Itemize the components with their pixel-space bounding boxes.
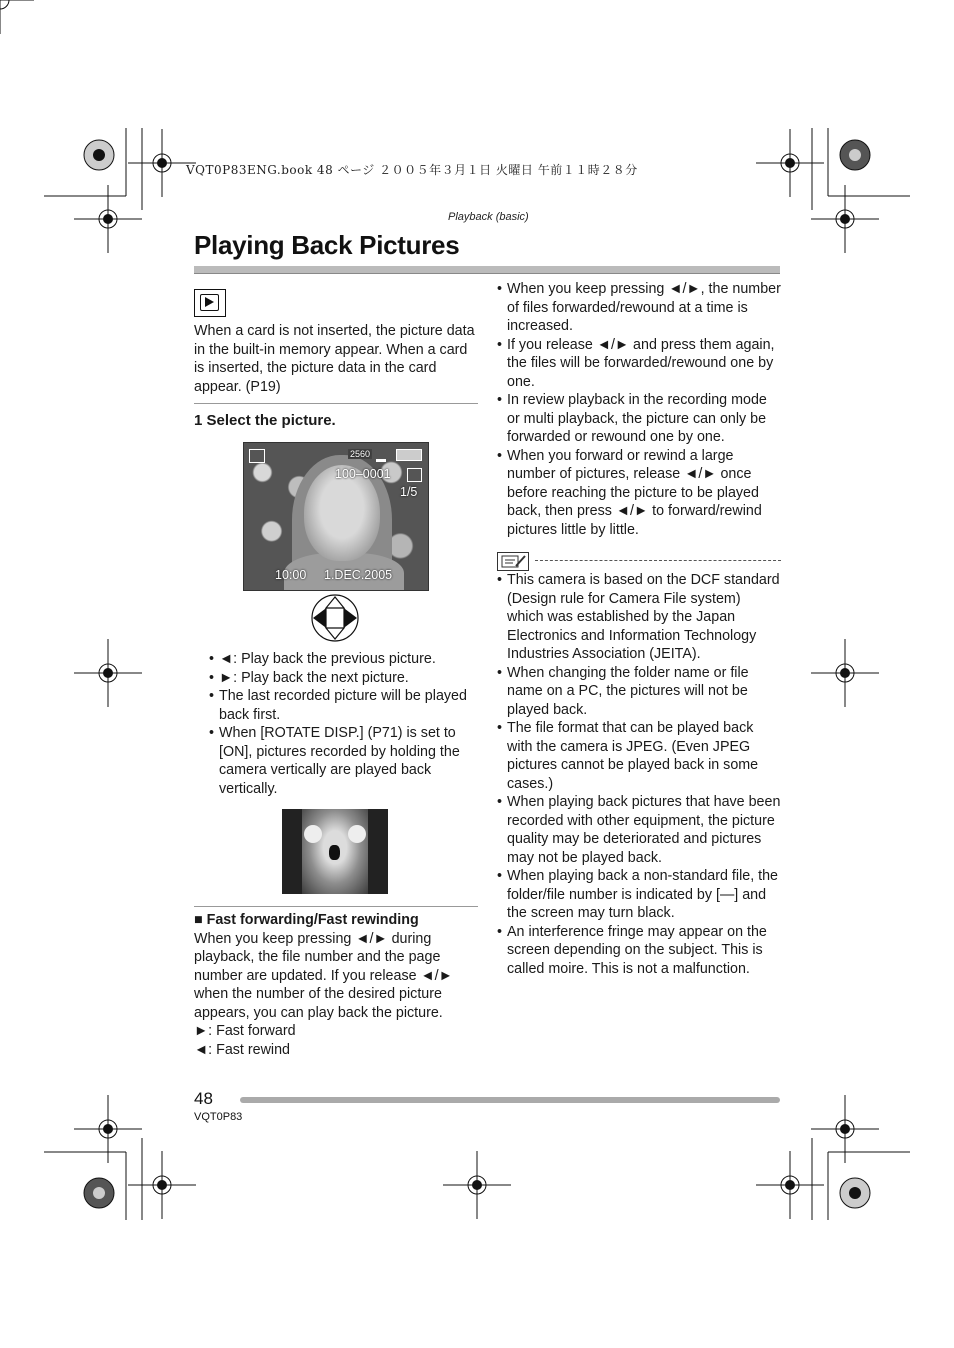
section-header: Playback (basic) — [448, 211, 529, 223]
fast-forward-section — [194, 906, 478, 1059]
step-number: 1 — [194, 412, 203, 429]
step-text: Select the picture. — [206, 412, 336, 429]
bullet-review-playback: • In review playback in the recording mode or multi playback, the picture can only be forwarded or rewound one by one. — [497, 391, 781, 447]
file-number: 100–0001 — [335, 467, 391, 481]
print-info-line: VQT0P83ENG.book 48 ページ ２００５年３月１日 火曜日 午前１１時２８分 — [186, 163, 638, 177]
record-time: 10:00 — [275, 568, 307, 582]
record-date: 1.DEC.2005 — [324, 568, 393, 582]
picture-count: 1/5 — [400, 485, 418, 499]
playback-screen-image — [243, 442, 429, 591]
bullet-keep-pressing: • When you keep pressing ◄/►, the number of files forwarded/rewound at a time is increased. — [497, 280, 781, 336]
step-1 — [194, 412, 478, 431]
note-file-format: • The file format that can be played back with the camera is JPEG. (Even JPEG pictures cannot be played back in some cases.) — [497, 719, 781, 793]
bullet-previous: • ◄: Play back the previous picture. — [209, 650, 479, 669]
quality-icon — [376, 451, 386, 462]
intro-text: When a card is not inserted, the picture data in the built-in memory appear. When a card is inserted, the picture data in the card appear. (P19) — [194, 323, 475, 395]
footer-rule — [240, 1097, 780, 1103]
note-other-equipment: • When playing back pictures that have been recorded with other equipment, the picture quality may be deteriorated and pictures may not be played back. — [497, 793, 781, 867]
ff-forward: ►: Fast forward — [194, 1023, 296, 1039]
page-title: Playing Back Pictures — [194, 230, 460, 260]
memo-icon — [497, 552, 529, 571]
right-top-bullets — [497, 280, 781, 539]
bullet-next: • ►: Play back the next picture. — [209, 669, 479, 688]
play-mode-screen-icon — [249, 449, 265, 463]
ff-rewind: ◄: Fast rewind — [194, 1041, 290, 1058]
bullet-last-recorded: • The last recorded picture will be played back first. — [209, 687, 479, 724]
resolution-indicator: 2560 — [350, 449, 371, 459]
left-bullets — [209, 650, 479, 798]
note-folder-name: • When changing the folder name or file name on a PC, the pictures will not be played back. — [497, 664, 781, 720]
bullet-large-number: • When you forward or rewind a large number of pictures, release ◄/► once before reaching the picture to be played back, then press ◄/► to forward/rewind pictures little by little. — [497, 447, 781, 540]
ff-heading: ■ Fast forwarding/Fast rewinding — [194, 912, 419, 928]
ff-text: When you keep pressing ◄/► during playback, the file number and the page number are updated. If you release ◄/► when the number of the desired picture appears, you can play back the picture. — [194, 930, 453, 1021]
built-in-memory-icon — [407, 468, 422, 482]
note-non-standard: • When playing back a non-standard file, the folder/file number is indicated by [—] and the screen may turn black. — [497, 867, 781, 923]
right-notes-bullets — [497, 571, 781, 978]
bullet-rotate-disp: • When [ROTATE DISP.] (P71) is set to [ON], pictures recorded by holding the camera vertically are played back vertically. — [209, 724, 479, 798]
battery-icon — [396, 449, 422, 461]
page-number: 48 — [194, 1089, 213, 1108]
vertical-picture-example — [282, 809, 388, 894]
document-code: VQT0P83 — [194, 1111, 243, 1123]
playback-mode-icon — [194, 289, 226, 317]
left-column — [194, 322, 478, 431]
note-moire: • An interference fringe may appear on the screen depending on the subject. This is called moire. This is not a malfunction. — [497, 923, 781, 979]
cursor-button-graphic — [312, 595, 358, 641]
title-rule — [194, 266, 780, 274]
note-dcf: • This camera is based on the DCF standard (Design rule for Camera File system) which was established by the Japan Electronics and Information Technology Industries Association (JEITA). — [497, 571, 781, 664]
bullet-release-press: • If you release ◄/► and press them again, the files will be forwarded/rewound one by one. — [497, 336, 781, 392]
